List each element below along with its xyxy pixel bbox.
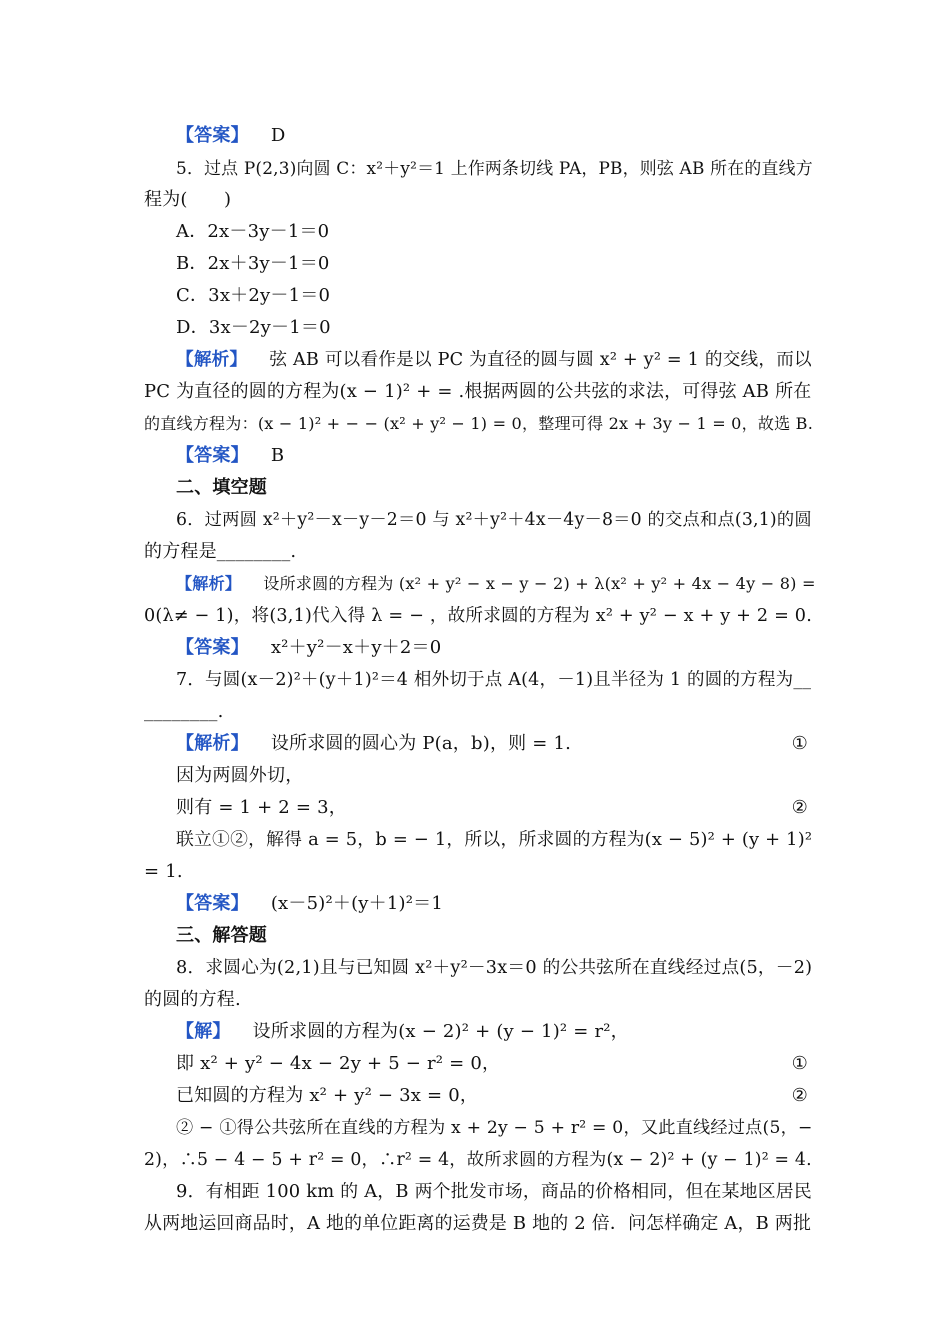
answer-line-q6 xyxy=(176,635,808,661)
option-c: C．3x＋2y－1＝0 xyxy=(176,285,331,306)
analysis-text: 设所求圆的方程为 (x² + y² − x − y − 2) + λ(x² + y² + 4x − 4y − 8) = xyxy=(263,574,816,593)
analysis-q6-line-2: 0(λ≠ − 1)，将(3,1)代入得 λ = − ，故所求圆的方程为 x² + y² − x + y + 2 = 0. xyxy=(144,606,812,626)
answer-line-q4 xyxy=(176,123,808,149)
option-d: D．3x－2y－1＝0 xyxy=(176,317,331,338)
analysis-q7-line-5: = 1. xyxy=(144,861,183,882)
question-5-line-2: 程为( ) xyxy=(144,189,232,210)
analysis-q5-line-3: 的直线方程为：(x − 1)² + − − (x² + y² − 1) = 0，整理可得 2x + 3y − 1 = 0，故选 B. xyxy=(144,414,813,433)
analysis-q5-line-2: PC 为直径的圆的方程为(x − 1)² + = .根据两圆的公共弦的求法，可得弦 AB 所在 xyxy=(144,381,812,402)
analysis-q7-line-3 xyxy=(176,795,808,821)
section-heading-fill-in: 二、填空题 xyxy=(176,477,267,498)
equation-marker-1: ① xyxy=(791,1053,808,1074)
solution-q8-line-2 xyxy=(176,1051,808,1077)
solution-text: 已知圆的方程为 x² + y² − 3x = 0， xyxy=(176,1085,479,1106)
answer-line-q5 xyxy=(176,443,808,469)
option-a: A．2x－3y－1＝0 xyxy=(176,221,330,242)
answer-tag: 【答案】 xyxy=(176,125,249,146)
equation-marker-2: ② xyxy=(791,1085,808,1106)
solution-q8-line-1 xyxy=(176,1019,808,1045)
analysis-q6-line-1 xyxy=(176,571,816,597)
analysis-q7-line-1 xyxy=(176,731,808,757)
analysis-text: 设所求圆的圆心为 P(a，b)，则 = 1. xyxy=(270,733,572,754)
solution-text: 即 x² + y² − 4x − 2y + 5 − r² = 0， xyxy=(176,1053,501,1074)
solution-text: 设所求圆的方程为(x − 2)² + (y − 1)² = r²， xyxy=(252,1021,629,1042)
analysis-text: 则有 = 1 + 2 = 3， xyxy=(176,797,347,818)
answer-text: x²＋y²－x＋y＋2＝0 xyxy=(270,637,442,658)
question-6-line-1: 6．过两圆 x²＋y²－x－y－2＝0 与 x²＋y²＋4x－4y－8＝0 的交点和点(3,1)的圆 xyxy=(176,510,812,530)
solution-q8-line-4: ② − ①得公共弦所在直线的方程为 x + 2y − 5 + r² = 0，又此直线经过点(5，− xyxy=(176,1118,813,1138)
section-heading-solutions: 三、解答题 xyxy=(176,925,267,946)
answer-tag: 【答案】 xyxy=(176,637,249,658)
question-7-line-2: ________. xyxy=(144,701,224,722)
analysis-tag: 【解析】 xyxy=(176,574,242,593)
question-9-line-2: 从两地运回商品时，A 地的单位距离的运费是 B 地的 2 倍．问怎样确定 A，B 两批 xyxy=(144,1213,812,1234)
analysis-text: 弦 AB 可以看作是以 PC 为直径的圆与圆 x² + y² = 1 的交线，而以 xyxy=(269,350,812,370)
analysis-q7-line-2: 因为两圆外切， xyxy=(176,765,304,786)
analysis-tag: 【解析】 xyxy=(176,350,248,370)
question-9-line-1: 9．有相距 100 km 的 A，B 两个批发市场，商品的价格相同，但在某地区居民 xyxy=(176,1181,812,1202)
question-7-line-1: 7．与圆(x－2)²＋(y＋1)²＝4 相外切于点 A(4，－1)且半径为 1 的圆的方程为__ xyxy=(176,670,812,690)
question-6-line-2: 的方程是________. xyxy=(144,541,297,562)
answer-tag: 【答案】 xyxy=(176,445,249,466)
equation-marker-1: ① xyxy=(791,733,808,754)
solution-q8-line-3 xyxy=(176,1083,808,1109)
analysis-tag: 【解析】 xyxy=(176,733,249,754)
question-8-line-1: 8．求圆心为(2,1)且与已知圆 x²＋y²－3x＝0 的公共弦所在直线经过点(5，－2) xyxy=(176,958,813,978)
answer-tag: 【答案】 xyxy=(176,893,249,914)
answer-text: D xyxy=(270,125,286,146)
solution-q8-line-5: 2)，∴5 − 4 − 5 + r² = 0，∴r² = 4，故所求圆的方程为(x − 2)² + (y − 1)² = 4. xyxy=(144,1150,812,1170)
option-b: B．2x＋3y－1＝0 xyxy=(176,253,330,274)
question-8-line-2: 的圆的方程. xyxy=(144,989,241,1010)
question-5-line-1: 5．过点 P(2,3)向圆 C：x²＋y²＝1 上作两条切线 PA，PB，则弦 AB 所在的直线方 xyxy=(176,158,813,178)
answer-text: (x－5)²＋(y＋1)²＝1 xyxy=(270,893,444,914)
solution-tag: 【解】 xyxy=(176,1021,231,1042)
equation-marker-2: ② xyxy=(791,797,808,818)
answer-text: B xyxy=(270,445,285,466)
analysis-q5-line-1 xyxy=(176,347,812,373)
analysis-q7-line-4: 联立①②，解得 a = 5，b = − 1，所以，所求圆的方程为(x − 5)² + (y + 1)² xyxy=(176,829,813,850)
answer-line-q7 xyxy=(176,891,808,917)
